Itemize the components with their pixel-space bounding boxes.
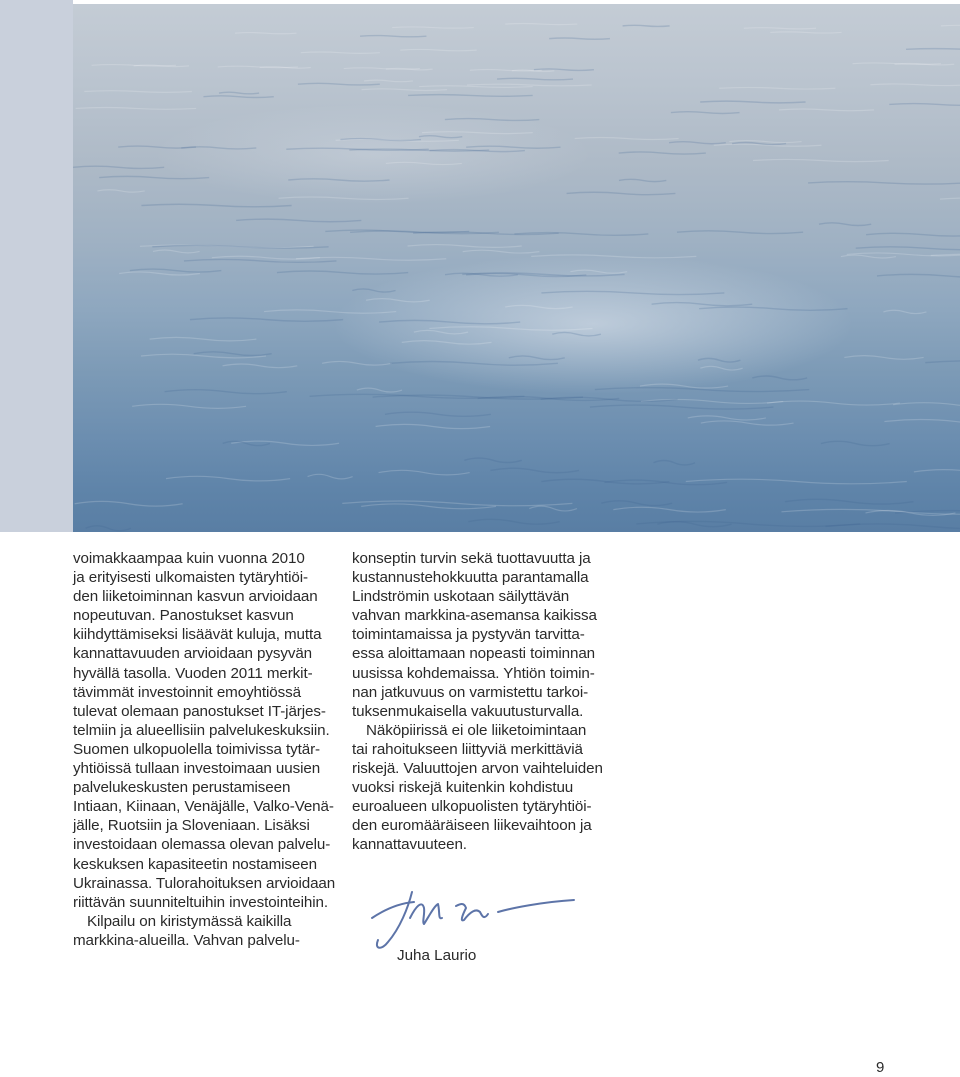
ripple-line bbox=[575, 137, 679, 139]
water-surface-photo bbox=[73, 4, 960, 532]
ripple-line bbox=[236, 219, 361, 222]
ripple-line bbox=[753, 159, 889, 161]
ripple-line bbox=[298, 83, 380, 85]
ripple-line bbox=[364, 80, 413, 82]
ripple-line bbox=[464, 458, 521, 462]
ripple-line bbox=[819, 223, 871, 226]
water-ripples bbox=[73, 4, 960, 532]
ripple-line bbox=[497, 78, 573, 80]
ripple-line bbox=[203, 96, 273, 98]
ripple-line bbox=[153, 250, 200, 253]
ripple-line bbox=[84, 91, 192, 93]
ripple-line bbox=[623, 25, 670, 26]
ripple-line bbox=[165, 390, 287, 394]
ripple-line bbox=[884, 420, 960, 424]
ripple-line bbox=[97, 190, 144, 192]
ripple-line bbox=[883, 310, 926, 313]
ripple-line bbox=[590, 405, 774, 409]
ripple-line bbox=[941, 25, 960, 26]
ripple-line bbox=[821, 441, 890, 445]
ripple-line bbox=[567, 192, 676, 194]
ripple-line bbox=[357, 388, 402, 392]
body-paragraph: konseptin turvin sekä tuottavuutta ja kustannustehokkuutta parantamalla Lindströmin uskotaan säilyttävän vahvan markkina-asemansa kaikissa toimintamaissa ja pystyvän tarvitta- essa aloittamaan nopeasti toiminnan uusissa kohdemaissa. Yhtiön toimin- nan jatkuvuus on varmistettu tarkoi- tuksenmukaisella vakuutusturvalla. bbox=[352, 550, 597, 720]
ripple-line bbox=[785, 499, 914, 504]
ripple-line bbox=[534, 69, 594, 70]
ripple-line bbox=[870, 84, 960, 86]
ripple-line bbox=[362, 89, 447, 91]
ripple-line bbox=[73, 166, 164, 168]
ripple-line bbox=[277, 271, 408, 274]
ripple-line bbox=[767, 401, 900, 405]
ripple-line bbox=[906, 49, 960, 50]
ripple-line bbox=[701, 421, 794, 425]
ripple-line bbox=[235, 33, 296, 34]
ripple-line bbox=[688, 416, 766, 420]
right-text-column bbox=[352, 549, 617, 855]
ripple-line bbox=[653, 460, 695, 464]
ripple-line bbox=[770, 32, 841, 33]
ripple-line bbox=[505, 23, 577, 24]
ripple-line bbox=[549, 38, 610, 39]
left-text-column bbox=[73, 549, 338, 950]
ripple-line bbox=[619, 179, 666, 181]
ripple-line bbox=[744, 28, 816, 29]
ripple-line bbox=[856, 247, 960, 250]
ripple-line bbox=[601, 501, 672, 506]
ripple-line bbox=[889, 104, 960, 106]
ripple-line bbox=[925, 361, 960, 365]
ripple-line bbox=[194, 352, 272, 356]
ripple-line bbox=[914, 470, 960, 475]
ripple-line bbox=[844, 356, 923, 360]
ripple-line bbox=[308, 474, 353, 479]
ripple-line bbox=[166, 476, 290, 481]
ripple-line bbox=[75, 501, 183, 506]
ripple-line bbox=[619, 152, 706, 154]
ripple-line bbox=[190, 318, 343, 321]
ripple-line bbox=[360, 36, 426, 37]
ripple-line bbox=[385, 412, 491, 416]
ripple-line bbox=[400, 49, 476, 50]
ripple-line bbox=[86, 526, 131, 531]
ripple-line bbox=[671, 112, 740, 114]
ripple-line bbox=[184, 259, 337, 262]
ripple-line bbox=[223, 364, 298, 368]
ripple-line bbox=[669, 142, 726, 144]
ripple-line bbox=[752, 376, 807, 380]
ripple-line bbox=[296, 257, 446, 260]
body-paragraph: Kilpailu on kiristymässä kaikilla markkina-alueilla. Vahvan palvelu- bbox=[73, 912, 300, 949]
ripple-line bbox=[419, 86, 533, 88]
ripple-line bbox=[150, 337, 257, 341]
body-paragraph: Näköpiirissä ei ole liiketoimintaan tai rahoitukseen liittyviä merkittäviä riskejä. Valuuttojen arvon vaihteluiden vuoksi riskejä kuitenkin kohdistuu euroalueen ulkopuolisten tytäryhtiöi- den euromääräiseen liikevaihtoon ja kannattavuuteen. bbox=[352, 721, 603, 854]
ripple-line bbox=[893, 403, 960, 407]
body-paragraph: voimakkaampaa kuin vuonna 2010 ja erityisesti ulkomaisten tytäryhtiöi- den liiketoiminnan kasvun arvioidaan nopeutuvan. Panostukset kasvun kiihdyttämiseksi lisäävät kuluja, mutta kannattavuuden arvioidaan pysyvän hyvällä tasolla. Vuoden 2011 merkit- tävimmät investoinnit emoyhtiössä tulevat olemaan panostukset IT-järjes- telmiin ja alueellisiin palvelukeskuksiin. Suomen ulkopuolella toimivissa tytär- yhtiöissä tullaan investoimaan uusien palvelukeskusten perustamiseen Intiaan, Kiinaan, Venäjälle, Valko-Venä- jälle, Ruotsiin ja Sloveniaan. Lisäksi investoidaan olemassa olevan palvelu- keskuksen kapasiteetin nostamiseen Ukrainassa. Tulorahoituksen arvioidaan riittävän suunniteltuihin investointeihin. bbox=[73, 550, 336, 911]
ripple-line bbox=[376, 424, 491, 428]
ripple-line bbox=[866, 233, 960, 236]
ripple-line bbox=[677, 231, 803, 234]
ripple-line bbox=[529, 506, 577, 511]
ripple-line bbox=[132, 404, 246, 408]
ripple-line bbox=[301, 52, 380, 53]
ripple-line bbox=[700, 101, 805, 103]
ripple-line bbox=[141, 204, 291, 207]
decorative-side-strip bbox=[0, 0, 73, 532]
ripple-line bbox=[408, 95, 533, 97]
ripple-line bbox=[613, 507, 725, 512]
ripple-line bbox=[779, 109, 874, 111]
ripple-line bbox=[408, 245, 522, 248]
ripple-line bbox=[392, 27, 474, 28]
ripple-line bbox=[463, 250, 540, 253]
ripple-line bbox=[379, 470, 470, 475]
ripple-line bbox=[877, 274, 960, 277]
ripple-line bbox=[491, 468, 579, 473]
signer-name: Juha Laurio bbox=[397, 947, 477, 964]
ripple-line bbox=[468, 519, 559, 524]
ripple-line bbox=[76, 108, 196, 110]
ripple-line bbox=[940, 198, 960, 200]
ripple-line bbox=[825, 524, 960, 529]
ripple-line bbox=[219, 92, 259, 94]
ripple-line bbox=[808, 182, 960, 184]
page-number: 9 bbox=[876, 1059, 885, 1076]
ripple-line bbox=[719, 87, 835, 89]
ripple-line bbox=[841, 255, 896, 258]
ripple-line bbox=[467, 84, 592, 86]
